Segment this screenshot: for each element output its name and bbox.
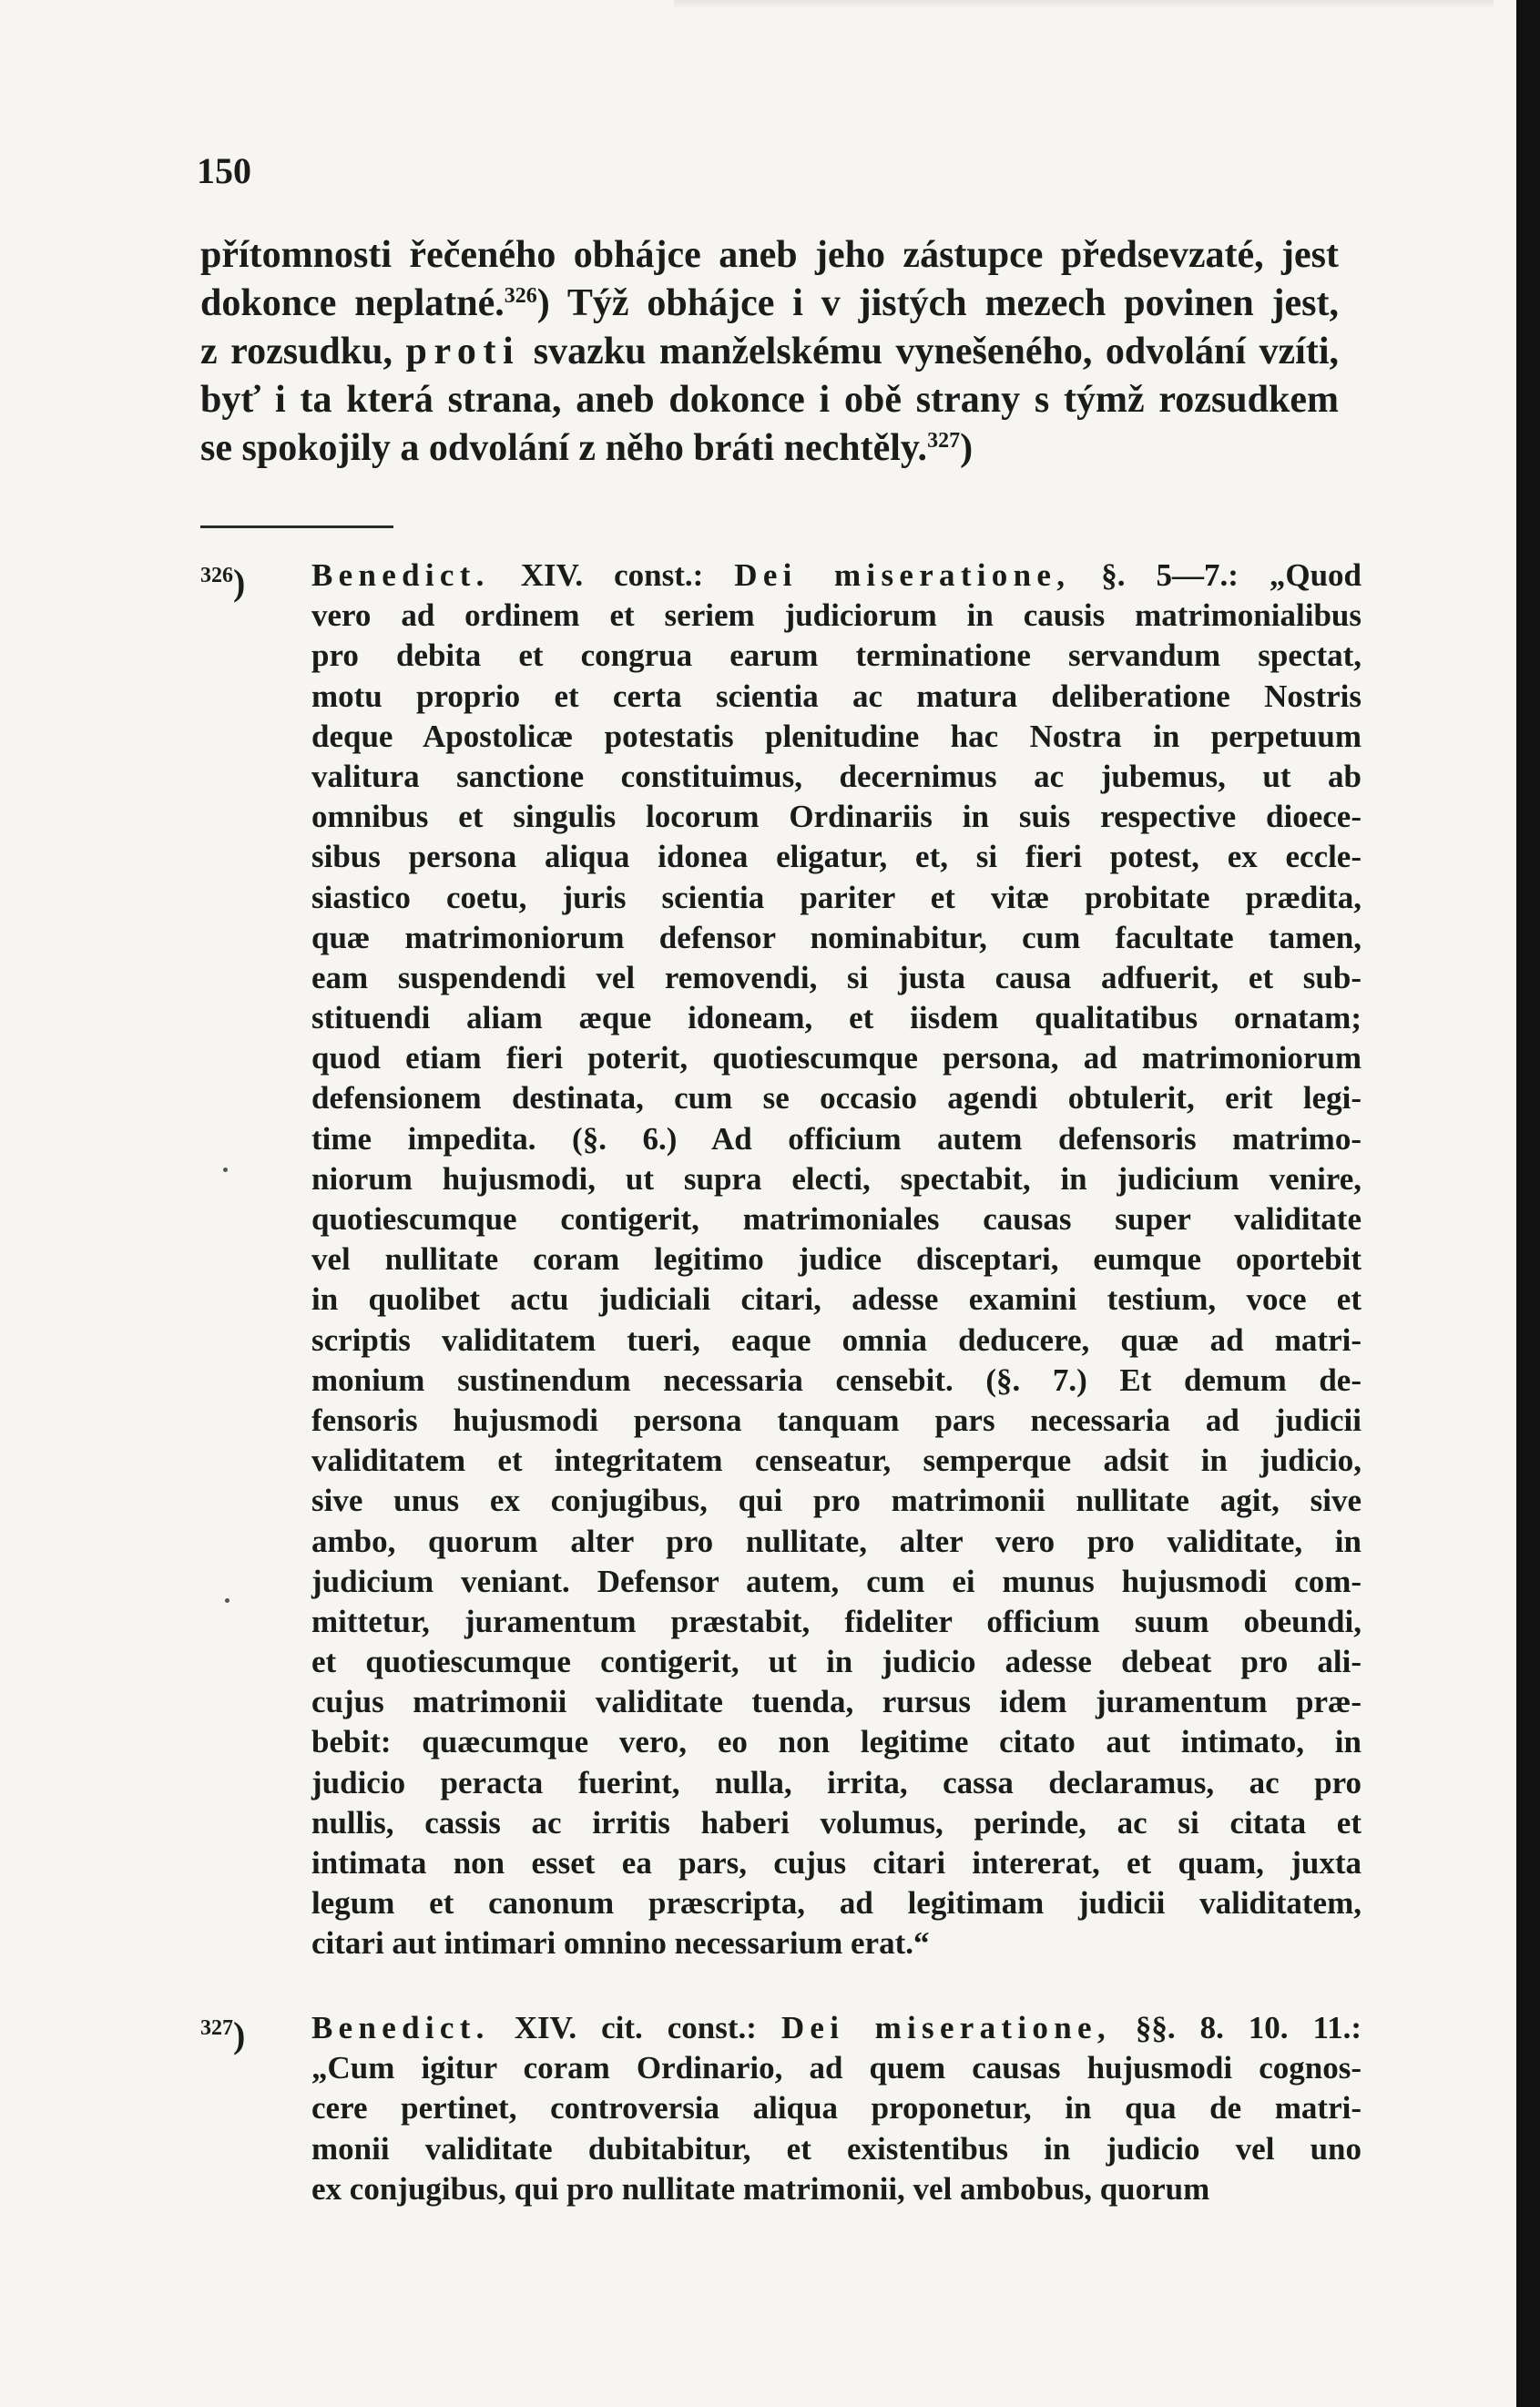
- text-line: [311, 1078, 1362, 1118]
- text-run: fensoris hujusmodi persona tanquam pars necessaria ad judicii: [311, 1402, 1362, 1438]
- text-run: se spokojily a odvolání z něho bráti nechtěly.: [200, 427, 928, 469]
- text-run: intimata non esset ea pars, cujus citari intererat, et quam, juxta: [311, 1845, 1362, 1881]
- footnote-text: [200, 556, 1362, 1964]
- text-line: [311, 1038, 1362, 1078]
- text-run: omnibus et singulis locorum Ordinariis in suis respective dioece-: [311, 799, 1362, 835]
- text-run: in quolibet actu judiciali citari, adesse examini testium, voce et: [311, 1281, 1362, 1318]
- text-run: eam suspendendi vel removendi, si justa causa adfuerit, et sub-: [311, 959, 1362, 995]
- footnote-text: [200, 2008, 1362, 2209]
- text-line: [311, 1682, 1362, 1722]
- text-line: [311, 837, 1362, 877]
- footnote-ref: 326: [504, 284, 537, 308]
- page-top-shadow: [674, 0, 1494, 9]
- text-line: [200, 328, 1339, 376]
- text-run: time impedita. (§. 6.) Ad officium autem defensoris matrimo-: [311, 1120, 1362, 1157]
- footnote-marker: $^{326}$): [200, 562, 246, 603]
- text-line: [311, 1481, 1362, 1521]
- text-run: XIV. cit. const.:: [489, 2010, 781, 2045]
- text-run: monium sustinendum necessaria censebit. (§. 7.) Et demum de-: [311, 1362, 1362, 1398]
- text-line: [311, 1642, 1362, 1682]
- text-line: [200, 231, 1339, 280]
- text-run: cujus matrimonii validitate tuenda, rursus idem juramentum præ-: [311, 1684, 1362, 1720]
- text-run: §. 5—7.: „Quod: [1070, 557, 1362, 593]
- text-run: vel nullitate coram legitimo judice disceptari, eumque oportebit: [311, 1241, 1362, 1278]
- text-run: svazku manželskému vynešeného, odvolání vzíti,: [520, 331, 1339, 372]
- text-line: [311, 797, 1362, 837]
- text-line: [311, 677, 1362, 717]
- text-run: valitura sanctione constituimus, decernimus ac jubemus, ut ab: [311, 758, 1362, 794]
- text-run: XIV. const.:: [489, 557, 735, 593]
- text-run: quotiescumque contigerit, matrimoniales causas super validitate: [311, 1201, 1362, 1237]
- text-line: [311, 1562, 1362, 1602]
- text-run: byť i ta která strana, aneb dokonce i obě strany s týmž rozsudkem: [200, 379, 1339, 421]
- text-line: [311, 556, 1362, 596]
- scan-edge-border: [1516, 0, 1540, 2407]
- text-line: [311, 1441, 1362, 1481]
- text-run: přítomnosti řečeného obhájce aneb jeho zástupce předsevzaté, jest: [200, 234, 1339, 276]
- text-line: [200, 376, 1339, 424]
- text-run: quæ matrimoniorum defensor nominabitur, cum facultate tamen,: [311, 919, 1362, 955]
- text-run: niorum hujusmodi, ut supra electi, spectabit, in judicium venire,: [311, 1160, 1362, 1197]
- text-run: Dei miseratione,: [780, 2010, 1111, 2045]
- text-run: cere pertinet, controversia aliqua proponetur, in qua de matri-: [311, 2090, 1362, 2127]
- text-run: judicio peracta fuerint, nulla, irrita, cassa declaramus, ac pro: [311, 1764, 1362, 1800]
- text-line: [200, 424, 1339, 473]
- text-run: ex conjugibus, qui pro nullitate matrimonii, vel ambobus, quorum: [311, 2170, 1210, 2207]
- text-line: [311, 717, 1362, 757]
- text-run: validitatem et integritatem censeatur, semperque adsit in judicio,: [311, 1443, 1362, 1479]
- text-line: [311, 1843, 1362, 1883]
- text-run: legum et canonum præscripta, ad legitimam judicii validitatem,: [311, 1885, 1362, 1922]
- text-line: [311, 878, 1362, 918]
- text-run: dokonce neplatné.: [200, 282, 505, 324]
- text-line: [311, 1803, 1362, 1843]
- text-run: bebit: quæcumque vero, eo non legitime citato aut intimato, in: [311, 1724, 1362, 1760]
- text-line: [311, 757, 1362, 797]
- text-run: deque Apostolicæ potestatis plenitudine hac Nostra in perpetuum: [311, 718, 1362, 754]
- text-line: [311, 918, 1362, 958]
- text-line: [311, 1280, 1362, 1320]
- text-run: et quotiescumque contigerit, ut in judicio adesse debeat pro ali-: [311, 1644, 1362, 1680]
- footnote-separator: [200, 525, 393, 528]
- text-line: [311, 1321, 1362, 1361]
- footnote-326: [200, 556, 1362, 1964]
- footnote-ref: 327: [927, 429, 961, 453]
- text-line: [311, 958, 1362, 998]
- footnote-327: [200, 2008, 1362, 2209]
- text-line: [311, 2008, 1362, 2048]
- text-line: [311, 1199, 1362, 1239]
- text-run: vero ad ordinem et seriem judiciorum in causis matrimonialibus: [311, 597, 1362, 634]
- text-run: monii validitate dubitabitur, et existentibus in judicio vel uno: [311, 2130, 1362, 2167]
- page-number: 150: [197, 150, 251, 191]
- text-line: [311, 1361, 1362, 1401]
- text-run: ): [960, 427, 974, 469]
- text-line: [311, 596, 1362, 636]
- margin-speck: [225, 1598, 229, 1603]
- text-run: motu proprio et certa scientia ac matura deliberatione Nostris: [311, 678, 1362, 714]
- text-line: [311, 1119, 1362, 1159]
- text-run: ambo, quorum alter pro nullitate, alter vero pro validitate, in: [311, 1523, 1362, 1559]
- text-line: [311, 1883, 1362, 1923]
- footnote-marker: $^{327}$): [200, 2014, 246, 2055]
- text-line: [311, 998, 1362, 1038]
- text-run: ) Týž obhájce i v jistých mezech povinen jest,: [536, 282, 1340, 324]
- text-run: mittetur, juramentum præstabit, fideliter officium suum obeundi,: [311, 1603, 1362, 1639]
- text-line: [311, 1522, 1362, 1562]
- text-line: [311, 2129, 1362, 2169]
- text-run: Benedict.: [311, 2010, 490, 2045]
- text-line: [311, 636, 1362, 676]
- text-run: defensionem destinata, cum se occasio agendi obtulerit, erit legi-: [311, 1080, 1362, 1117]
- text-run: proti: [405, 331, 521, 372]
- text-run: Dei miseratione,: [734, 557, 1071, 593]
- text-run: sive unus ex conjugibus, qui pro matrimonii nullitate agit, sive: [311, 1483, 1362, 1519]
- main-paragraph: [200, 231, 1339, 473]
- text-line: [200, 280, 1339, 328]
- text-run: pro debita et congrua earum terminatione servandum spectat,: [311, 637, 1362, 674]
- text-line: [311, 1401, 1362, 1441]
- text-line: [311, 2048, 1362, 2088]
- text-line: [311, 1239, 1362, 1280]
- text-run: „Cum igitur coram Ordinario, ad quem causas hujusmodi cognos-: [311, 2050, 1362, 2086]
- text-line: [311, 1159, 1362, 1199]
- text-line: [311, 1602, 1362, 1642]
- text-run: citari aut intimari omnino necessarium erat.“: [311, 1925, 930, 1962]
- text-run: judicium veniant. Defensor autem, cum ei munus hujusmodi com-: [311, 1563, 1362, 1599]
- margin-speck: [223, 1168, 228, 1172]
- text-run: §§. 8. 10. 11.:: [1110, 2010, 1362, 2045]
- text-run: scriptis validitatem tueri, eaque omnia deducere, quæ ad matri-: [311, 1321, 1362, 1358]
- text-line: [311, 2088, 1362, 2128]
- text-run: quod etiam fieri poterit, quotiescumque persona, ad matrimoniorum: [311, 1040, 1362, 1076]
- text-line: [311, 2169, 1362, 2209]
- text-line: [311, 1763, 1362, 1803]
- text-run: stituendi aliam æque idoneam, et iisdem qualitatibus ornatam;: [311, 1000, 1362, 1036]
- text-run: siastico coetu, juris scientia pariter et vitæ probitate prædita,: [311, 879, 1362, 915]
- text-run: z rozsudku,: [200, 331, 406, 372]
- text-line: [311, 1722, 1362, 1762]
- text-line: [311, 1923, 1362, 1963]
- text-run: nullis, cassis ac irritis haberi volumus, perinde, ac si citata et: [311, 1804, 1362, 1841]
- text-run: Benedict.: [311, 557, 490, 593]
- text-run: sibus persona aliqua idonea eligatur, et, si fieri potest, ex eccle-: [311, 839, 1362, 875]
